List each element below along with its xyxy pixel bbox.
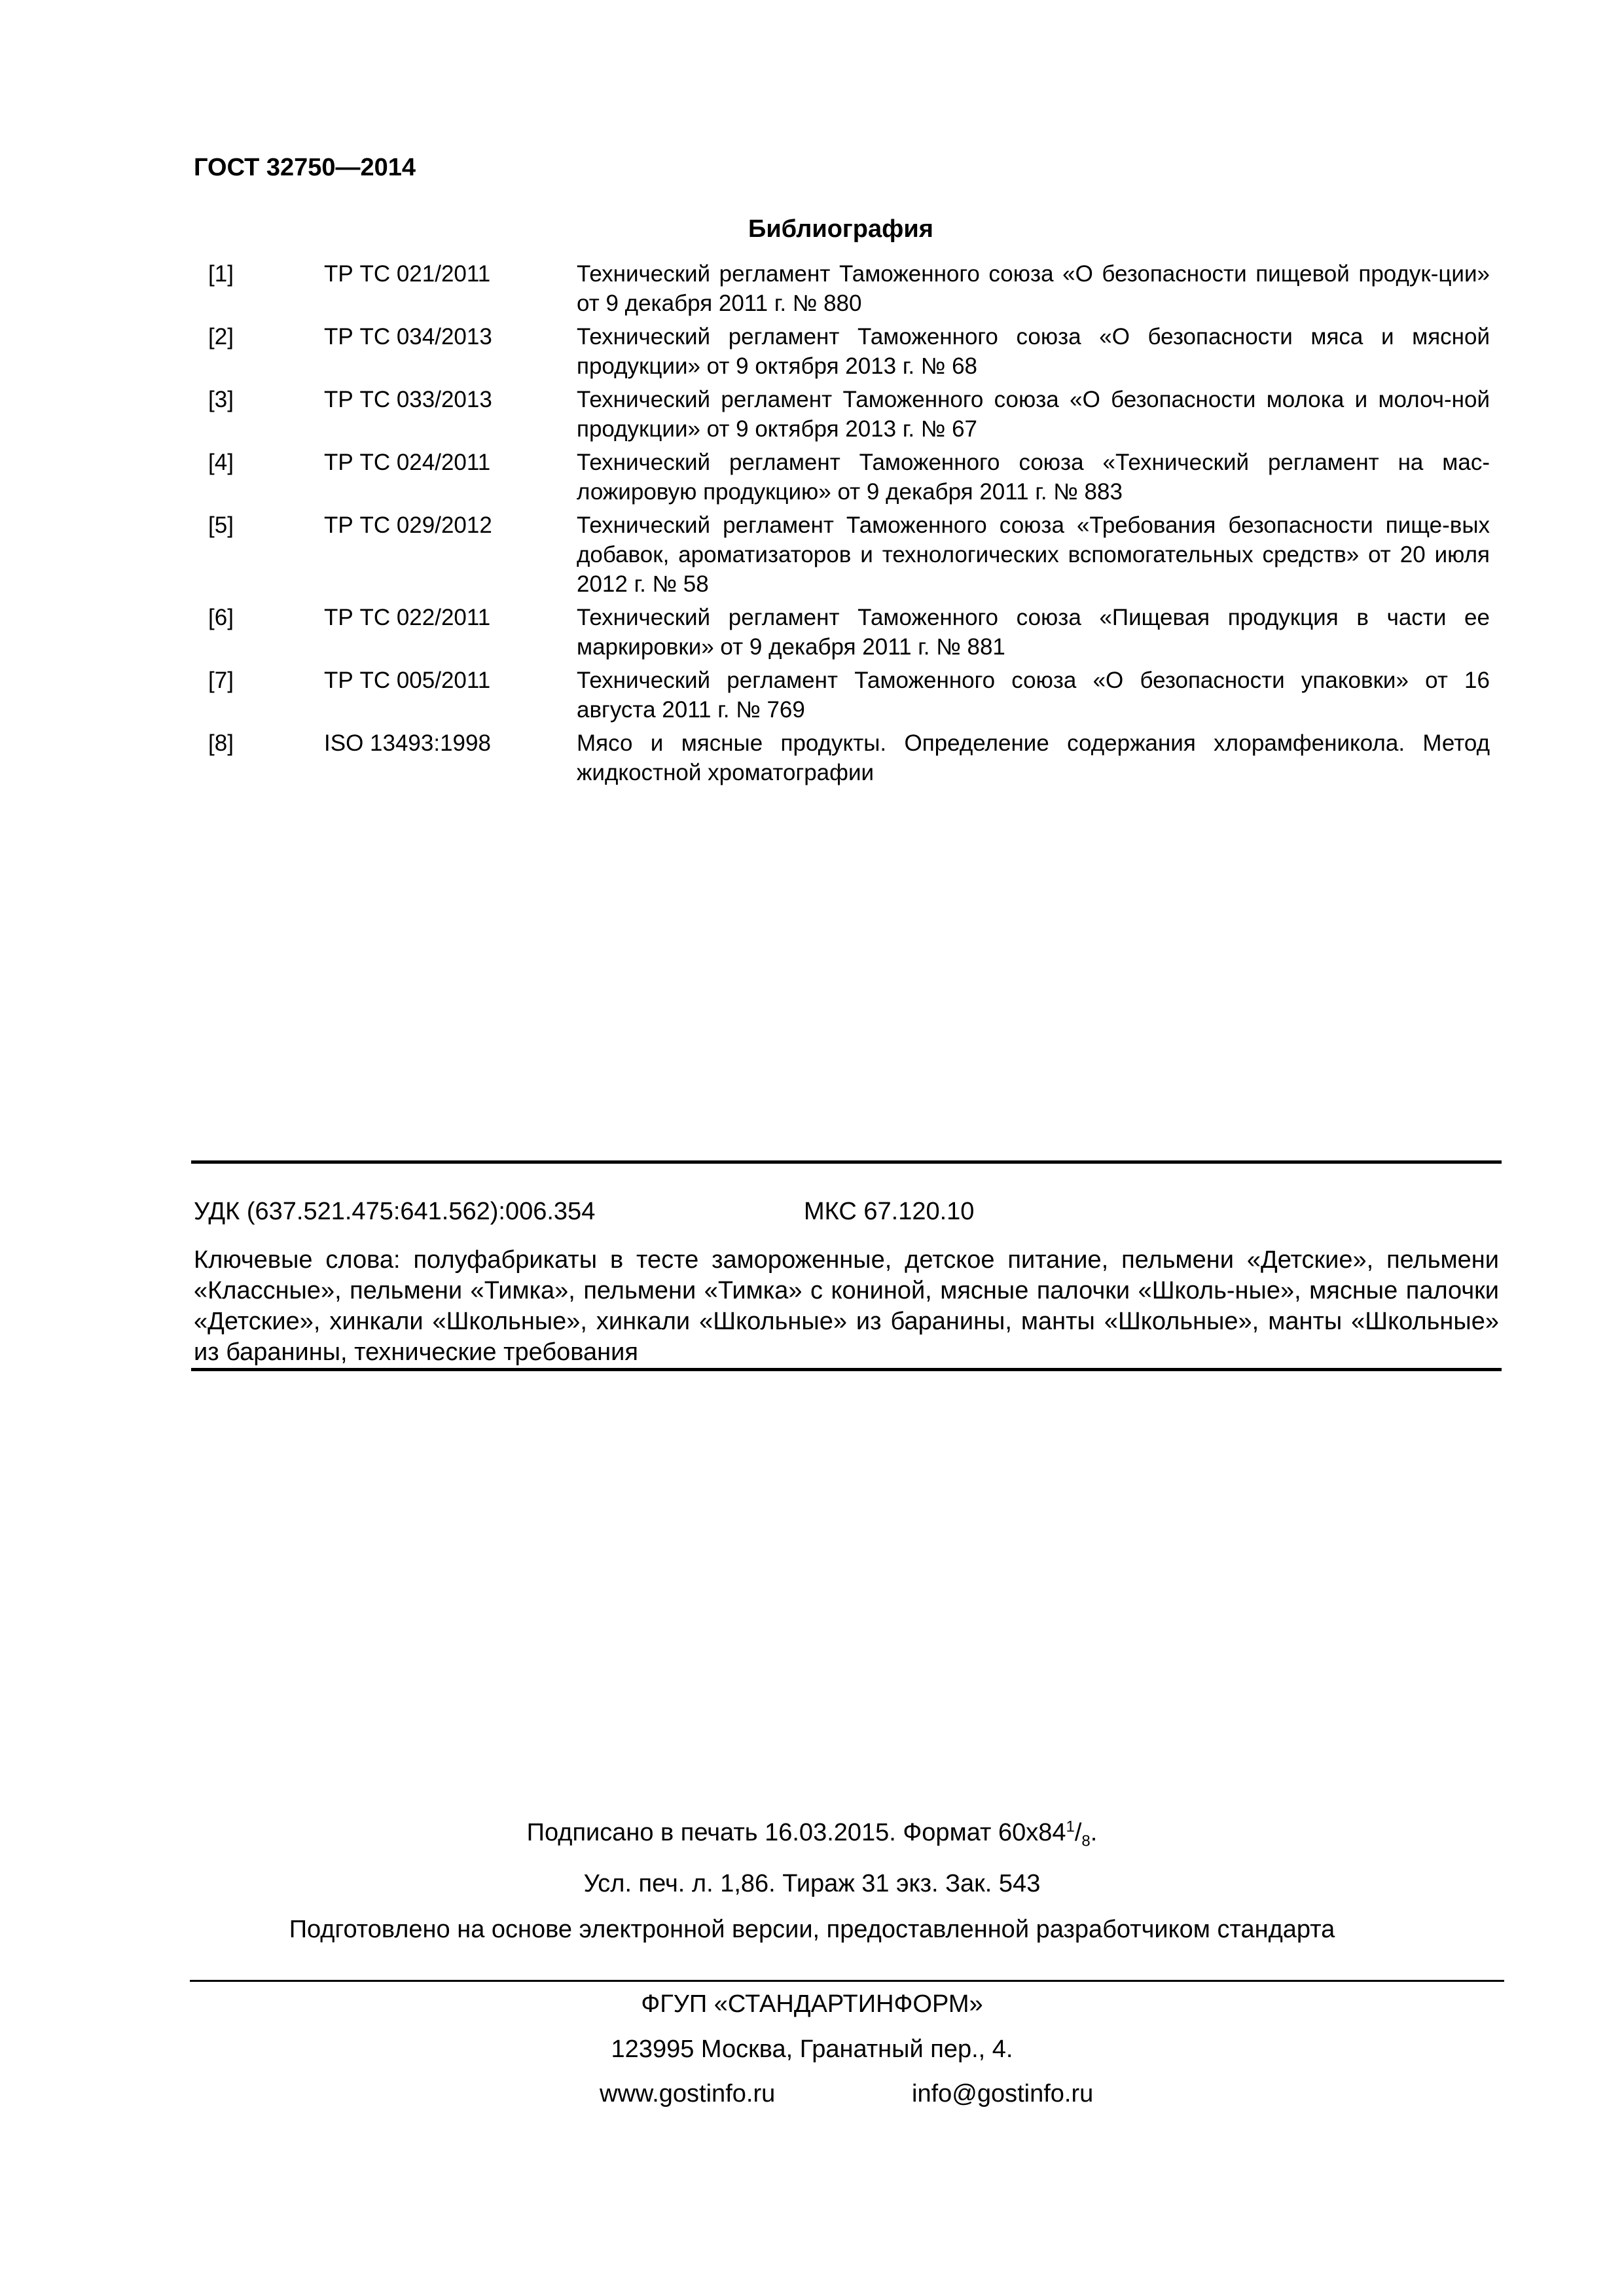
bibliography-entry xyxy=(194,511,1499,599)
entry-number: [7] xyxy=(208,668,234,693)
entry-number: [1] xyxy=(208,261,234,287)
entry-code: ТР ТС 029/2012 xyxy=(324,512,492,538)
email-link[interactable]: info@gostinfo.ru xyxy=(912,2080,1094,2108)
publisher-address: 123995 Москва, Гранатный пер., 4. xyxy=(611,2036,1013,2063)
print-details: Усл. печ. л. 1,86. Тираж 31 экз. Зак. 543 xyxy=(583,1870,1041,1897)
entry-title: Технический регламент Таможенного союза «Пищевая продукция в части ее маркировки» от 9 декабря 2011 г. № 881 xyxy=(577,605,1490,660)
imprint-divider xyxy=(190,1980,1504,1982)
bibliography-entry xyxy=(194,728,1499,787)
signed-for-print-line: Подписано в печать 16.03.2015. Формат $60x84^1/_8$. xyxy=(526,1818,1098,1850)
entry-title: Технический регламент Таможенного союза «О безопасности молока и молоч-ной продукции» от 9 октября 2013 г. № 67 xyxy=(577,387,1490,442)
entry-code: ISO 13493:1998 xyxy=(324,730,491,756)
bibliography-list xyxy=(194,259,1499,791)
bibliography-entry xyxy=(194,322,1499,381)
entry-title: Технический регламент Таможенного союза «О безопасности упаковки» от 16 августа 2011 г. № 769 xyxy=(577,668,1490,723)
entry-title: Технический регламент Таможенного союза «Требования безопасности пище-вых добавок, ароматизаторов и технологических вспомогательных средств» от 20 июля 2012 г. № 58 xyxy=(577,512,1490,597)
udk-code: УДК (637.521.475:641.562):006.354 xyxy=(194,1198,596,1225)
entry-code: ТР ТС 022/2011 xyxy=(324,605,491,630)
entry-title: Технический регламент Таможенного союза «О безопасности пищевой продук-ции» от 9 декабря 2011 г. № 880 xyxy=(577,261,1490,316)
top-divider xyxy=(191,1160,1502,1164)
entry-number: [2] xyxy=(208,324,234,350)
entry-code: ТР ТС 005/2011 xyxy=(324,668,491,693)
entry-code: ТР ТС 024/2011 xyxy=(324,450,491,475)
bibliography-title: Библиография xyxy=(748,215,933,243)
entry-title: Технический регламент Таможенного союза «Технический регламент на мас-ложировую продукцию» от 9 декабря 2011 г. № 883 xyxy=(577,450,1490,505)
format-numerator: 1 xyxy=(1066,1818,1075,1836)
signed-suffix: . xyxy=(1090,1819,1098,1846)
bibliography-entry xyxy=(194,448,1499,507)
mks-code: МКС 67.120.10 xyxy=(804,1198,975,1225)
publisher-name: ФГУП «СТАНДАРТИНФОРМ» xyxy=(641,1990,983,2018)
entry-code: ТР ТС 034/2013 xyxy=(324,324,492,350)
entry-code: ТР ТС 033/2013 xyxy=(324,387,492,412)
bibliography-entry xyxy=(194,259,1499,318)
format-denominator: 8 xyxy=(1081,1832,1091,1850)
website-link[interactable]: www.gostinfo.ru xyxy=(600,2080,776,2108)
entry-number: [6] xyxy=(208,605,234,630)
entry-title: Мясо и мясные продукты. Определение содержания хлорамфеникола. Метод жидкостной хроматографии xyxy=(577,730,1490,785)
document-code: ГОСТ 32750—2014 xyxy=(194,154,416,181)
entry-number: [8] xyxy=(208,730,234,756)
bottom-divider xyxy=(191,1368,1502,1371)
bibliography-entry xyxy=(194,385,1499,444)
entry-code: ТР ТС 021/2011 xyxy=(324,261,491,287)
entry-title: Технический регламент Таможенного союза «О безопасности мяса и мясной продукции» от 9 октября 2013 г. № 68 xyxy=(577,324,1490,379)
bibliography-entry xyxy=(194,603,1499,662)
entry-number: [3] xyxy=(208,387,234,412)
entry-number: [5] xyxy=(208,512,234,538)
keywords-paragraph: Ключевые слова: полуфабрикаты в тесте замороженные, детское питание, пельмени «Детские», пельмени «Классные», пельмени «Тимка», пельмени «Тимка» с кониной, мясные палочки «Школь-ные», мясные палочки «Детские», хинкали «Школьные», хинкали «Школьные» из баранины, манты «Школьные», манты «Школьные» из баранины, технические требования xyxy=(194,1246,1499,1366)
prepared-note: Подготовлено на основе электронной версии, предоставленной разработчиком стандарта xyxy=(289,1916,1335,1943)
signed-for-print-text: Подписано в печать 16.03.2015. Формат 60x84 xyxy=(526,1819,1066,1846)
bibliography-entry xyxy=(194,666,1499,725)
entry-number: [4] xyxy=(208,450,234,475)
